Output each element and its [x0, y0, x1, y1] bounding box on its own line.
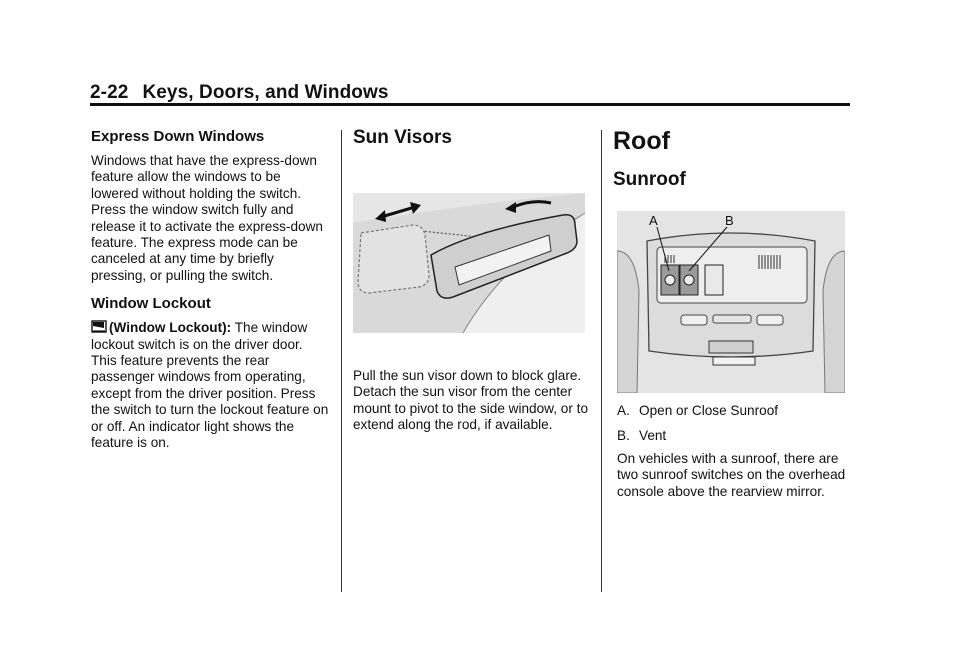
roof-heading: Roof — [613, 127, 670, 155]
window-lockout-icon — [91, 320, 107, 333]
column-divider-2 — [601, 130, 602, 592]
window-lockout-heading: Window Lockout — [91, 295, 211, 313]
window-lockout-text: The window lockout switch is on the driver door. This feature prevents the rear passenger windows from operating, except from the driver position. Press the switch to turn the lockout feature on or off. An indicator light shows the feature is on. — [91, 320, 329, 451]
sunroof-heading: Sunroof — [613, 169, 686, 190]
caption-item — [617, 403, 857, 419]
column-middle — [353, 126, 591, 150]
section-title: Keys, Doors, and Windows — [142, 82, 389, 103]
callout-b: B — [725, 213, 734, 228]
sun-visors-body: Pull the sun visor down to block glare. Detach the sun visor from the center mount to pivot to the side window, or to extend along the rod, if available. — [353, 368, 589, 433]
page-header — [90, 82, 389, 104]
express-down-heading: Express Down Windows — [91, 128, 265, 145]
sun-visor-illustration — [353, 193, 585, 333]
window-lockout-body — [91, 320, 331, 451]
caption-letter: A. — [617, 403, 630, 418]
callout-a: A — [649, 213, 658, 228]
caption-item — [617, 428, 857, 444]
sunroof-caption-list — [617, 403, 857, 454]
caption-text: Open or Close Sunroof — [639, 403, 779, 418]
express-down-body: Windows that have the express-down feature allow the windows to be lowered without holding the switch. Press the window switch fully and release it to activate the express-down feature. The express mode can be canceled at any time by briefly pressing, or pulling the switch. — [91, 153, 323, 283]
sunroof-body: On vehicles with a sunroof, there are two sunroof switches on the overhead console above the rearview mirror. — [617, 451, 846, 499]
sun-visors-heading: Sun Visors — [353, 127, 452, 148]
column-divider-1 — [341, 130, 342, 592]
header-rule — [90, 103, 850, 106]
page-number: 2-22 — [90, 82, 129, 103]
caption-text: Vent — [639, 428, 667, 444]
column-right — [613, 126, 853, 192]
column-left — [91, 126, 331, 452]
caption-letter: B. — [617, 428, 630, 444]
window-lockout-label: (Window Lockout): — [109, 320, 232, 336]
sunroof-console-illustration — [617, 211, 845, 393]
